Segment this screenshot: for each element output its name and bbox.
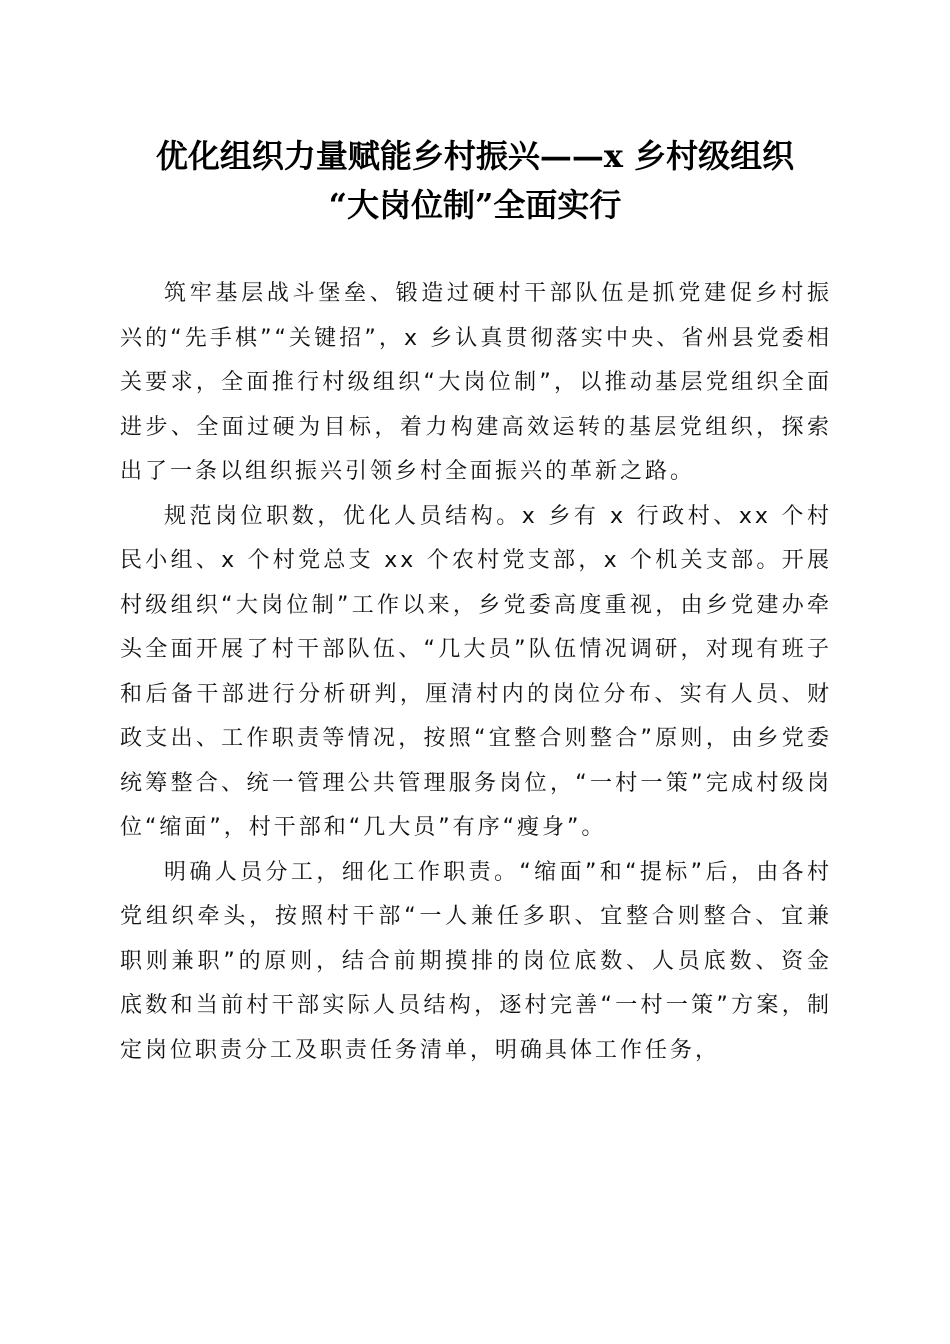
paragraph: 明确人员分工，细化工作职责。“缩面”和“提标”后，由各村党组织牵头，按照村干部“一人兼任多职、宜整合则整合、宜兼职则兼职”的原则，结合前期摸排的岗位底数、人员底数、资金底数和当前村干部实际人员结构，逐村完善“一村一策”方案，制定岗位职责分工及职责任务清单，明确具体工作任务，: [120, 859, 832, 1063]
title-line-1: 优化组织力量赋能乡村振兴——x 乡村级组织: [155, 137, 795, 175]
paragraph: 规范岗位职数，优化人员结构。x 乡有 x 行政村、xx 个村民小组、x 个村党总支 xx 个农村党支部，x 个机关支部。开展村级组织“大岗位制”工作以来，乡党委高度重视，由乡党建办牵头全面开展了村干部队伍、“几大员”队伍情况调研，对现有班子和后备干部进行分析研判，厘清村内的岗位分布、实有人员、财政支出、工作职责等情况，按照“宜整合则整合”原则，由乡党委统筹整合、统一管理公共管理服务岗位，“一村一策”完成村级岗位“缩面”，村干部和“几大员”有序“瘦身”。: [120, 503, 832, 840]
document-title: [100, 132, 850, 230]
document-body: [120, 272, 832, 1073]
paragraph: 筑牢基层战斗堡垒、锻造过硬村干部队伍是抓党建促乡村振兴的“先手棋”“关键招”，x 乡认真贯彻落实中央、省州县党委相关要求，全面推行村级组织“大岗位制”，以推动基层党组织全面进步、全面过硬为目标，着力构建高效运转的基层党组织，探索出了一条以组织振兴引领乡村全面振兴的革新之路。: [120, 281, 832, 484]
title-line-2: “大岗位制”全面实行: [328, 186, 622, 224]
